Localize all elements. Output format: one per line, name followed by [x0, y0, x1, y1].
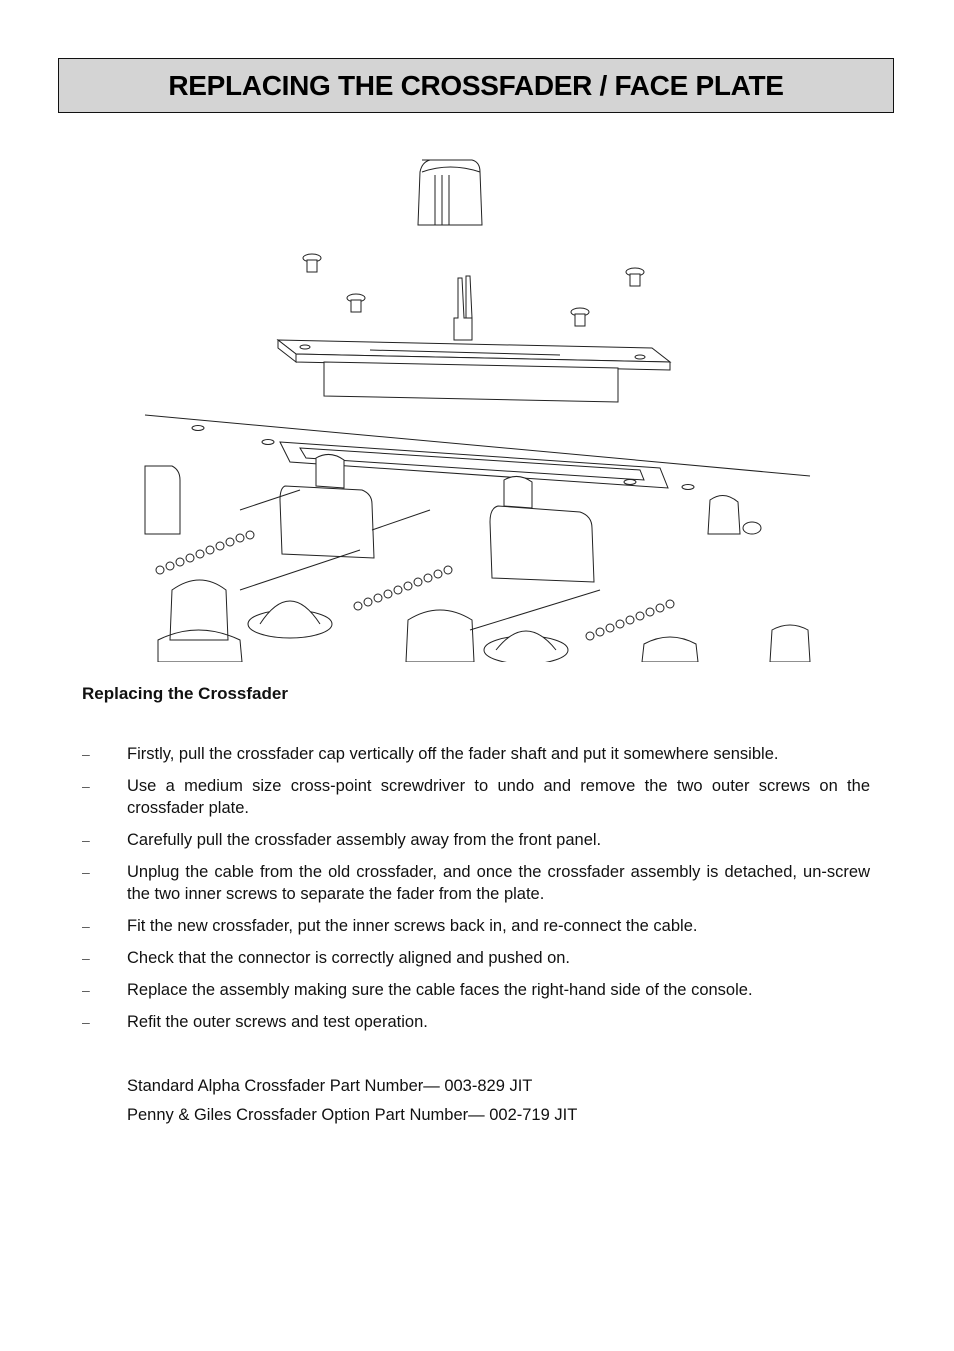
list-item — [82, 861, 870, 905]
step-text: Fit the new crossfader, put the inner screws back in, and re-connect the cable. — [127, 917, 698, 935]
step-text: Refit the outer screws and test operation. — [127, 1013, 428, 1031]
step-text: Use a medium size cross-point screwdriver to undo and remove the two outer screws on the crossfader plate. — [127, 777, 870, 817]
crossfader-plate-drawing — [278, 340, 670, 402]
inner-screw-right — [571, 308, 589, 326]
bullet-dash: – — [82, 832, 90, 848]
list-item — [82, 829, 870, 851]
step-text: Check that the connector is correctly aligned and pushed on. — [127, 949, 571, 967]
section-heading: Replacing the Crossfader — [82, 684, 288, 703]
bullet-dash: – — [82, 864, 90, 880]
bullet-dash: – — [82, 950, 90, 966]
list-item — [82, 1011, 870, 1033]
crossfader-cap-drawing — [418, 160, 482, 225]
fader-shaft-drawing — [454, 276, 472, 340]
bullet-dash: – — [82, 778, 90, 794]
part-numbers — [127, 1072, 577, 1130]
step-text: Firstly, pull the crossfader cap vertically off the fader shaft and put it somewhere sensible. — [127, 745, 779, 763]
front-panel-drawing — [145, 415, 810, 662]
instruction-list — [82, 743, 870, 1043]
outer-screw-left — [303, 254, 321, 272]
title-banner — [58, 58, 894, 113]
list-item — [82, 775, 870, 819]
bullet-dash: – — [82, 1014, 90, 1030]
list-item — [82, 743, 870, 765]
bullet-dash: – — [82, 982, 90, 998]
standard-part-number: Standard Alpha Crossfader Part Number— 003-829 JIT — [127, 1077, 533, 1095]
page-title: REPLACING THE CROSSFADER / FACE PLATE — [168, 69, 784, 101]
penny-giles-part-number: Penny & Giles Crossfader Option Part Number— 002-719 JIT — [127, 1106, 578, 1124]
list-item — [82, 915, 870, 937]
step-text: Replace the assembly making sure the cable faces the right-hand side of the console. — [127, 981, 753, 999]
bullet-dash: – — [82, 746, 90, 762]
step-text: Unplug the cable from the old crossfader, and once the crossfader assembly is detached, un-screw the two inner screws to separate the fader from the plate. — [127, 863, 870, 903]
bullet-dash: – — [82, 918, 90, 934]
list-item — [82, 947, 870, 969]
step-text: Carefully pull the crossfader assembly away from the front panel. — [127, 831, 602, 849]
inner-screw-left — [347, 294, 365, 312]
list-item — [82, 979, 870, 1001]
crossfader-exploded-diagram — [140, 150, 820, 662]
outer-screw-right — [626, 268, 644, 286]
